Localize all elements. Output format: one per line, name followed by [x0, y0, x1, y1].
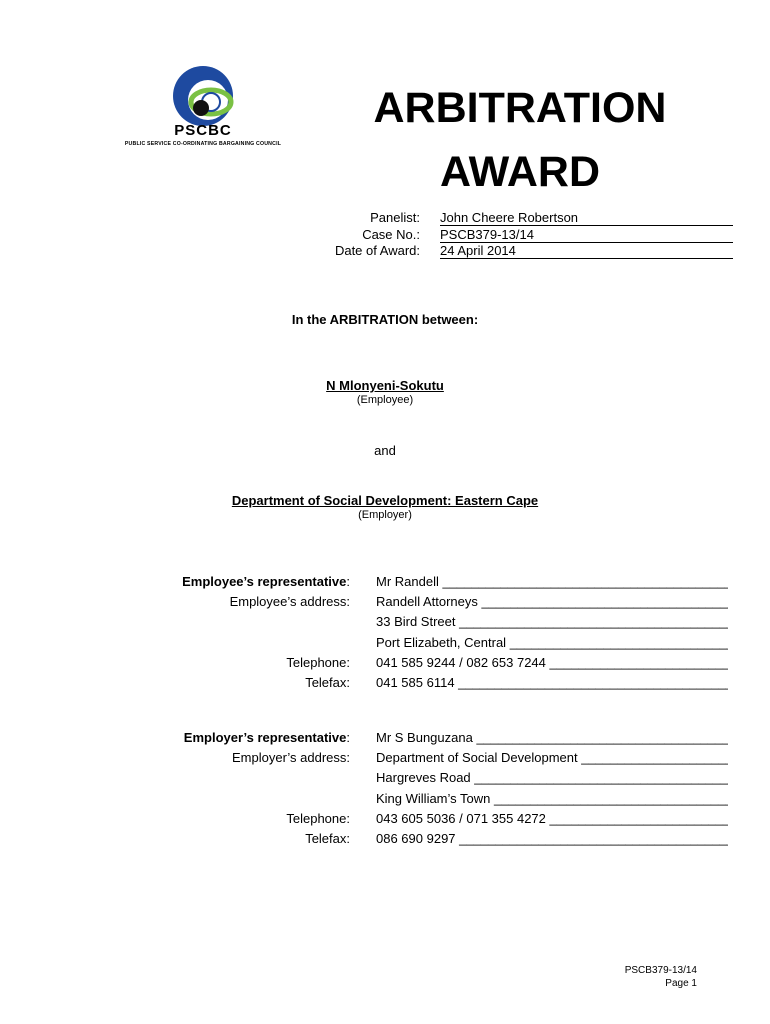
employee-address-line-2: 33 Bird Street _____	[376, 614, 728, 629]
title-line-1: ARBITRATION	[373, 84, 667, 132]
employee-telephone-label: Telephone:	[286, 655, 350, 670]
employer-telefax-label: Telefax:	[305, 831, 350, 846]
employee-name: N Mlonyeni-Sokutu	[326, 378, 444, 393]
employer-address-line-2: Hargreves Road _____	[376, 770, 728, 785]
employer-address-line-1: Department of Social Development _____	[376, 750, 728, 765]
document-title	[320, 76, 720, 204]
case-no-value: PSCB379-13/14	[440, 227, 733, 243]
panelist-label: Panelist:	[370, 210, 420, 225]
employee-role: (Employee)	[356, 394, 414, 406]
case-no-label: Case No.:	[362, 227, 420, 242]
footer-page-number: Page 1	[665, 978, 697, 989]
date-of-award-label: Date of Award:	[334, 243, 420, 258]
employer-address-label: Employer’s address:	[231, 750, 350, 765]
employee-address-label: Employee’s address:	[229, 594, 350, 609]
employee-rep-colon: :	[346, 574, 350, 589]
logo-wordmark: PSCBC	[174, 122, 232, 139]
employer-telephone-value: 043 605 5036 / 071 355 4272 _____	[376, 811, 728, 826]
employee-telefax-value: 041 585 6114 _____	[376, 675, 728, 690]
panelist-value: John Cheere Robertson	[440, 210, 733, 226]
employee-telephone-value: 041 585 9244 / 082 653 7244 _____	[376, 655, 728, 670]
employer-role: (Employer)	[358, 509, 412, 521]
employee-telefax-label: Telefax:	[305, 675, 350, 690]
employer-rep-value: Mr S Bunguzana _____	[376, 730, 728, 745]
employee-rep-value: Mr Randell _____	[376, 574, 728, 589]
employee-rep-label-text: Employee’s representative	[182, 574, 347, 589]
and-text: and	[374, 443, 396, 458]
between-heading: In the ARBITRATION between:	[291, 312, 479, 327]
employer-rep-label	[100, 730, 350, 745]
employer-address-line-3: King William’s Town _____	[376, 791, 728, 806]
logo-council-name: PUBLIC SERVICE CO-ORDINATING BARGAINING COUNCIL	[124, 141, 282, 147]
employer-rep-label-text: Employer’s representative	[183, 730, 347, 745]
employer-name: Department of Social Development: Eastern Cape	[231, 493, 539, 508]
employer-rep-colon: :	[346, 730, 350, 745]
employee-address-line-1: Randell Attorneys _____	[376, 594, 728, 609]
footer-case-number: PSCB379-13/14	[624, 965, 697, 976]
title-line-2: AWARD	[439, 148, 601, 196]
employee-address-line-3: Port Elizabeth, Central _____	[376, 635, 728, 650]
employer-telefax-value: 086 690 9297 _____	[376, 831, 728, 846]
date-of-award-value: 24 April 2014	[440, 243, 733, 259]
employee-rep-label	[100, 574, 350, 589]
employer-telephone-label: Telephone:	[286, 811, 350, 826]
